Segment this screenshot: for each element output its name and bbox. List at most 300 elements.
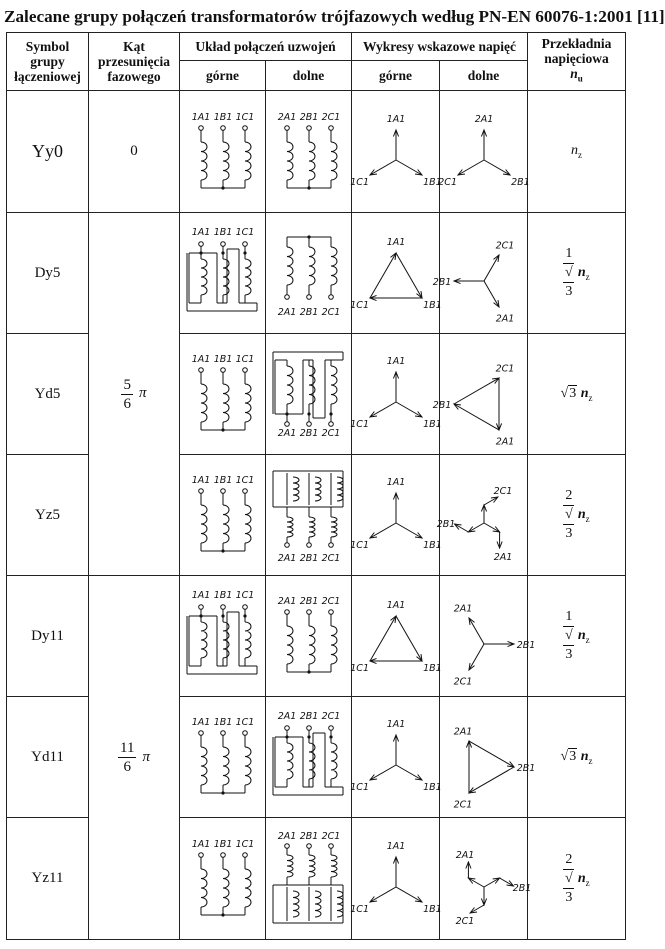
angle-fraction — [121, 376, 133, 413]
phasor-arrow — [454, 524, 468, 532]
phasor-arrow — [469, 741, 514, 767]
phasor-arrow — [396, 160, 422, 175]
terminal-label: 2C1 — [437, 176, 457, 188]
terminal — [198, 852, 203, 857]
terminal-label: 1A1 — [191, 838, 210, 850]
winding-coil — [223, 747, 229, 785]
arrow-head — [416, 291, 421, 298]
junction-dot — [307, 735, 310, 738]
terminal-label: 1B1 — [213, 838, 232, 850]
junction-dot — [221, 186, 224, 189]
winding-coil — [201, 622, 207, 658]
sqrt-value: 3 — [565, 284, 573, 299]
phasor-arrow — [370, 402, 396, 417]
ratio-sub: z — [585, 635, 590, 646]
zigzag-phasor-diagram — [436, 465, 526, 565]
phasor-arrow — [484, 878, 500, 887]
phasor-arrow — [470, 905, 484, 913]
angle-cell: 0 — [89, 91, 180, 213]
terminal-label: 2C1 — [495, 240, 514, 252]
phasor-arrow — [484, 281, 499, 307]
terminal-label: 1B1 — [422, 663, 442, 674]
terminal-label: 2B1 — [516, 763, 535, 774]
terminal-label: 2C1 — [321, 711, 340, 722]
terminal-label: 1A1 — [386, 840, 405, 852]
terminal — [306, 543, 311, 548]
terminal-label: 2C1 — [321, 596, 340, 607]
winding-coil — [201, 384, 207, 422]
terminal-label: 1A1 — [191, 717, 210, 728]
junction-dot — [221, 791, 224, 794]
terminal-label: 1C1 — [349, 663, 369, 674]
terminal-label: 1A1 — [386, 719, 405, 730]
terminal — [198, 368, 203, 373]
terminal-label: 2C1 — [493, 486, 512, 498]
terminal-label: 1B1 — [422, 300, 442, 311]
terminal-label: 2A1 — [277, 553, 296, 564]
phasor-upper-cell — [349, 576, 442, 697]
ratio-cell — [528, 334, 626, 455]
winding-upper-cell — [180, 697, 266, 818]
terminal — [328, 422, 333, 427]
ratio-cell — [528, 818, 626, 940]
terminal-label: 2B1 — [299, 830, 318, 842]
terminal-label: 1B1 — [213, 227, 232, 238]
phasor-arrow — [370, 616, 396, 661]
terminal-label: 2B1 — [299, 711, 318, 722]
junction-dot — [307, 186, 310, 189]
arrow-head — [469, 663, 474, 670]
phasor-arrow — [370, 253, 396, 298]
sqrt-sign: √ — [565, 507, 573, 522]
terminal — [198, 489, 203, 494]
terminal-label: 1C1 — [235, 838, 254, 850]
arrow-head — [503, 169, 510, 174]
terminal-label: 1B1 — [422, 176, 442, 188]
winding-coil — [201, 869, 207, 907]
winding-coil — [331, 855, 337, 877]
star-phasor-diagram — [349, 465, 442, 565]
phasor-arrow — [454, 404, 499, 430]
ratio-num: 1 — [563, 245, 574, 264]
arrow-head — [469, 787, 476, 792]
delta-winding-diagram — [183, 223, 263, 323]
phasor-arrow — [370, 523, 396, 538]
terminal — [284, 610, 289, 615]
winding-coil — [201, 505, 207, 543]
arrow-head — [468, 878, 475, 883]
terminal-label: 1A1 — [191, 590, 210, 601]
winding-coil — [331, 142, 337, 180]
phasor-upper-cell — [349, 455, 442, 576]
terminal-label: 2A1 — [493, 551, 512, 563]
terminal-label: 2A1 — [277, 111, 296, 123]
terminal — [242, 489, 247, 494]
terminal-label: 2A1 — [453, 603, 472, 615]
table-row — [7, 213, 626, 334]
winding-coil — [245, 142, 251, 180]
arrow-head — [415, 896, 422, 901]
ratio-cell — [528, 576, 626, 697]
ratio-den — [563, 506, 574, 543]
ratio-var: n — [577, 628, 586, 644]
terminal-label: 1B1 — [422, 540, 442, 551]
arrow-head — [454, 404, 461, 409]
terminal-label: 2C1 — [495, 363, 514, 375]
winding-coil — [223, 622, 229, 658]
star-winding-diagram — [269, 102, 349, 202]
terminal — [220, 368, 225, 373]
terminal-label: 2A1 — [495, 313, 514, 325]
arrow-head — [370, 412, 377, 417]
sqrt-sign: √ — [565, 870, 573, 886]
winding-lower-cell — [266, 91, 352, 213]
terminal-label: 2C1 — [321, 553, 340, 564]
junction-dot — [307, 670, 310, 673]
terminal-label: 2A1 — [455, 849, 474, 861]
ratio-sub: z — [588, 755, 593, 766]
winding-coil — [315, 477, 321, 501]
ratio-den — [563, 870, 574, 907]
terminal-label: 2B1 — [299, 596, 318, 607]
symbol-cell: Yz5 — [7, 455, 89, 576]
star-winding-diagram — [269, 223, 349, 323]
symbol-cell: Yd5 — [7, 334, 89, 455]
phasor-upper-cell — [349, 91, 442, 213]
terminal-label: 1C1 — [349, 176, 369, 188]
winding-coil — [201, 142, 207, 180]
ratio-den — [563, 264, 574, 301]
header-phasors: Wykresy wskazowe napięć — [352, 33, 528, 61]
phasor-arrow — [484, 497, 498, 505]
terminal-label: 1B1 — [213, 717, 232, 728]
winding-upper-cell — [180, 213, 266, 334]
terminal-label: 1A1 — [386, 113, 405, 125]
arrow-head — [415, 169, 422, 174]
terminal-label: 2A1 — [277, 596, 296, 607]
terminal-label: 1B1 — [213, 590, 232, 601]
winding-coil — [245, 622, 251, 658]
winding-lower-cell — [266, 334, 352, 455]
winding-coil — [201, 259, 207, 295]
terminal — [220, 605, 225, 610]
symbol-cell: Dy5 — [7, 213, 89, 334]
phasor-lower-cell — [436, 455, 528, 576]
terminal-label: 1C1 — [349, 540, 369, 551]
arrow-head — [370, 775, 377, 780]
terminal-label: 1C1 — [349, 419, 369, 430]
header-ratio-label: Przekładnia napięciowa — [541, 36, 612, 67]
header-phasors-upper: górne — [352, 61, 440, 91]
arrow-head — [493, 300, 498, 307]
winding-upper-cell — [180, 334, 266, 455]
arrow-head — [415, 775, 422, 780]
winding-coil — [287, 743, 293, 779]
winding-coil — [245, 505, 251, 543]
arrow-head — [370, 533, 377, 538]
phasor-lower-cell — [437, 91, 530, 213]
terminal-label: 2B1 — [299, 553, 318, 564]
terminal-label: 1A1 — [191, 475, 210, 486]
terminal — [220, 731, 225, 736]
terminal — [306, 726, 311, 731]
ratio-var: n — [577, 265, 586, 281]
delta-phasor-diagram — [442, 707, 535, 811]
phasor-lower-cell — [440, 697, 535, 818]
terminal — [220, 489, 225, 494]
sqrt-value: 3 — [569, 748, 577, 764]
winding-coil — [223, 259, 229, 295]
terminal-label: 1A1 — [386, 237, 405, 248]
arrow-head — [469, 618, 474, 625]
delta-winding-diagram — [183, 586, 263, 686]
terminal-label: 2C1 — [455, 915, 474, 927]
angle-den: 6 — [123, 395, 131, 412]
junction-dot — [329, 412, 332, 415]
ratio-sub: z — [585, 877, 590, 888]
angle-num: 5 — [123, 376, 131, 393]
terminal-label: 2B1 — [516, 640, 535, 651]
winding-coil — [309, 142, 315, 180]
terminal — [328, 843, 333, 848]
winding-coil — [337, 477, 343, 501]
page-title: Zalecane grupy połączeń transformatorów trójfazowych według PN-EN 60076-1:2001 [11] — [4, 7, 665, 26]
terminal — [242, 368, 247, 373]
terminal-label: 1A1 — [386, 600, 405, 611]
terminal-label: 1C1 — [235, 590, 254, 601]
terminal — [220, 125, 225, 130]
symbol-cell: Yd11 — [7, 697, 89, 818]
phasor-arrow — [484, 160, 510, 175]
arrow-head — [454, 524, 461, 529]
phasor-arrow — [396, 616, 422, 661]
arrow-head — [470, 907, 477, 912]
winding-coil — [331, 626, 337, 664]
terminal-label: 1B1 — [213, 354, 232, 365]
symbol-cell: Yz11 — [7, 818, 89, 940]
header-ratio — [528, 33, 626, 91]
junction-dot — [243, 614, 246, 617]
star-phasor-diagram — [442, 586, 535, 688]
winding-lower-cell — [266, 818, 352, 940]
junction-dot — [221, 614, 224, 617]
terminal-label: 1B1 — [422, 903, 442, 915]
junction-dot — [243, 251, 246, 254]
phasor-arrow — [468, 878, 484, 887]
phasor-arrow — [458, 160, 484, 175]
sqrt-sign: √ — [560, 385, 569, 401]
terminal-label: 2B1 — [299, 307, 318, 318]
winding-coil — [223, 384, 229, 422]
ratio-sub: z — [585, 514, 590, 525]
terminal — [242, 125, 247, 130]
phasor-lower-cell — [440, 818, 531, 940]
terminal-label: 1C1 — [235, 354, 254, 365]
winding-coil — [245, 384, 251, 422]
terminal — [306, 843, 311, 848]
winding-coil — [201, 747, 207, 785]
winding-coil — [287, 626, 293, 664]
header-phasors-lower: dolne — [440, 61, 528, 91]
table-row — [7, 91, 626, 213]
ratio-sub: z — [588, 392, 593, 403]
arrow-head — [507, 762, 514, 767]
winding-lower-cell — [266, 213, 352, 334]
winding-coil — [287, 247, 293, 285]
terminal-label: 1B1 — [422, 782, 442, 793]
winding-coil — [287, 855, 293, 877]
ratio-fraction — [563, 608, 574, 664]
angle-cell — [89, 576, 180, 940]
ratio-num: 2 — [563, 487, 574, 506]
terminal — [328, 295, 333, 300]
terminal — [284, 843, 289, 848]
junction-dot — [199, 614, 202, 617]
zigzag-winding-diagram — [269, 465, 349, 565]
junction-dot — [199, 251, 202, 254]
arrow-head — [492, 527, 499, 532]
arrow-head — [492, 378, 499, 383]
winding-coil — [287, 517, 293, 537]
terminal — [328, 610, 333, 615]
terminal — [284, 125, 289, 130]
delta-winding-diagram — [269, 707, 349, 807]
winding-coil — [293, 477, 299, 501]
phasor-arrow — [484, 523, 500, 532]
phasor-upper-cell — [349, 697, 442, 818]
arrow-head — [416, 654, 421, 661]
winding-coil — [287, 142, 293, 180]
terminal-label: 2B1 — [432, 400, 451, 411]
delta-winding-diagram — [269, 344, 349, 444]
ratio-sub: z — [578, 149, 583, 160]
terminal-label: 1C1 — [235, 475, 254, 486]
arrow-head — [370, 896, 377, 901]
phasor-arrow — [396, 887, 422, 902]
phasor-arrow — [469, 618, 484, 644]
winding-coil — [331, 366, 337, 404]
terminal-label: 2C1 — [453, 676, 472, 688]
phasor-arrow — [469, 767, 514, 793]
terminal-label: 2A1 — [495, 436, 514, 448]
junction-dot — [329, 735, 332, 738]
winding-coil — [309, 743, 315, 779]
junction-dot — [221, 913, 224, 916]
terminal-label: 2B1 — [436, 519, 455, 530]
sqrt-sign: √ — [560, 748, 569, 764]
ratio-var: n — [577, 870, 586, 886]
terminal — [328, 543, 333, 548]
winding-upper-cell — [180, 91, 266, 213]
phasor-arrow — [370, 160, 396, 175]
terminal-label: 1B1 — [422, 419, 442, 430]
arrow-head — [370, 169, 377, 174]
arrow-head — [415, 533, 422, 538]
symbol-cell: Yy0 — [7, 91, 89, 213]
header-windings-lower: dolne — [266, 61, 352, 91]
terminal-label: 2C1 — [321, 307, 340, 318]
junction-dot — [221, 549, 224, 552]
terminal — [284, 726, 289, 731]
star-phasor-diagram — [349, 829, 442, 929]
terminal — [306, 125, 311, 130]
angle-pi: π — [138, 385, 147, 402]
terminal — [306, 610, 311, 615]
winding-coil — [223, 505, 229, 543]
terminal-label: 2B1 — [432, 277, 451, 288]
star-winding-diagram — [183, 829, 263, 929]
terminal — [198, 731, 203, 736]
terminal — [306, 422, 311, 427]
winding-upper-cell — [180, 818, 266, 940]
winding-coil — [293, 891, 299, 917]
terminal-label: 1A1 — [386, 356, 405, 367]
symbol-cell: Dy11 — [7, 576, 89, 697]
table-row — [7, 576, 626, 697]
sqrt-sign: √ — [565, 628, 573, 643]
delta-phasor-diagram — [349, 586, 442, 686]
terminal-label: 2A1 — [277, 307, 296, 318]
terminal — [220, 852, 225, 857]
junction-dot — [285, 735, 288, 738]
star-winding-diagram — [269, 586, 349, 686]
sqrt-value: 3 — [565, 889, 573, 905]
arrow-head — [492, 878, 499, 883]
terminal-label: 1A1 — [386, 477, 405, 488]
ratio-var: n — [580, 385, 589, 401]
winding-coil — [331, 517, 337, 537]
terminal — [198, 125, 203, 130]
phasor-arrow — [454, 378, 499, 404]
phasor-upper-cell — [349, 818, 442, 940]
phasor-arrow — [499, 878, 513, 886]
winding-coil — [337, 891, 343, 917]
connection-groups-table — [6, 32, 626, 940]
winding-coil — [331, 247, 337, 285]
terminal-label: 2A1 — [277, 830, 296, 842]
sqrt-value: 3 — [565, 647, 573, 662]
arrow-head — [390, 616, 395, 623]
terminal — [242, 852, 247, 857]
star-winding-diagram — [183, 102, 263, 202]
arrow-head — [468, 527, 475, 532]
junction-dot — [221, 251, 224, 254]
terminal — [306, 295, 311, 300]
ratio-cell — [528, 697, 626, 818]
terminal — [242, 605, 247, 610]
arrow-head — [490, 497, 497, 502]
arrow-head — [390, 253, 395, 260]
angle-num: 11 — [120, 740, 135, 756]
winding-upper-cell — [180, 455, 266, 576]
star-winding-diagram — [183, 707, 263, 807]
terminal-label: 2A1 — [277, 428, 296, 439]
winding-coil — [245, 869, 251, 907]
zigzag-winding-diagram — [269, 829, 349, 929]
terminal-label: 1B1 — [213, 111, 232, 123]
winding-coil — [223, 142, 229, 180]
terminal-label: 1C1 — [349, 782, 369, 793]
header-windings: Układ połączeń uzwojeń — [180, 33, 352, 61]
star-winding-diagram — [183, 465, 263, 565]
phasor-arrow — [468, 523, 484, 532]
header-ratio-sub: u — [577, 73, 583, 84]
phasor-arrow — [370, 765, 396, 780]
winding-coil — [245, 747, 251, 785]
ratio-fraction — [563, 245, 574, 301]
terminal-label: 2B1 — [512, 882, 531, 894]
star-winding-diagram — [183, 344, 263, 444]
